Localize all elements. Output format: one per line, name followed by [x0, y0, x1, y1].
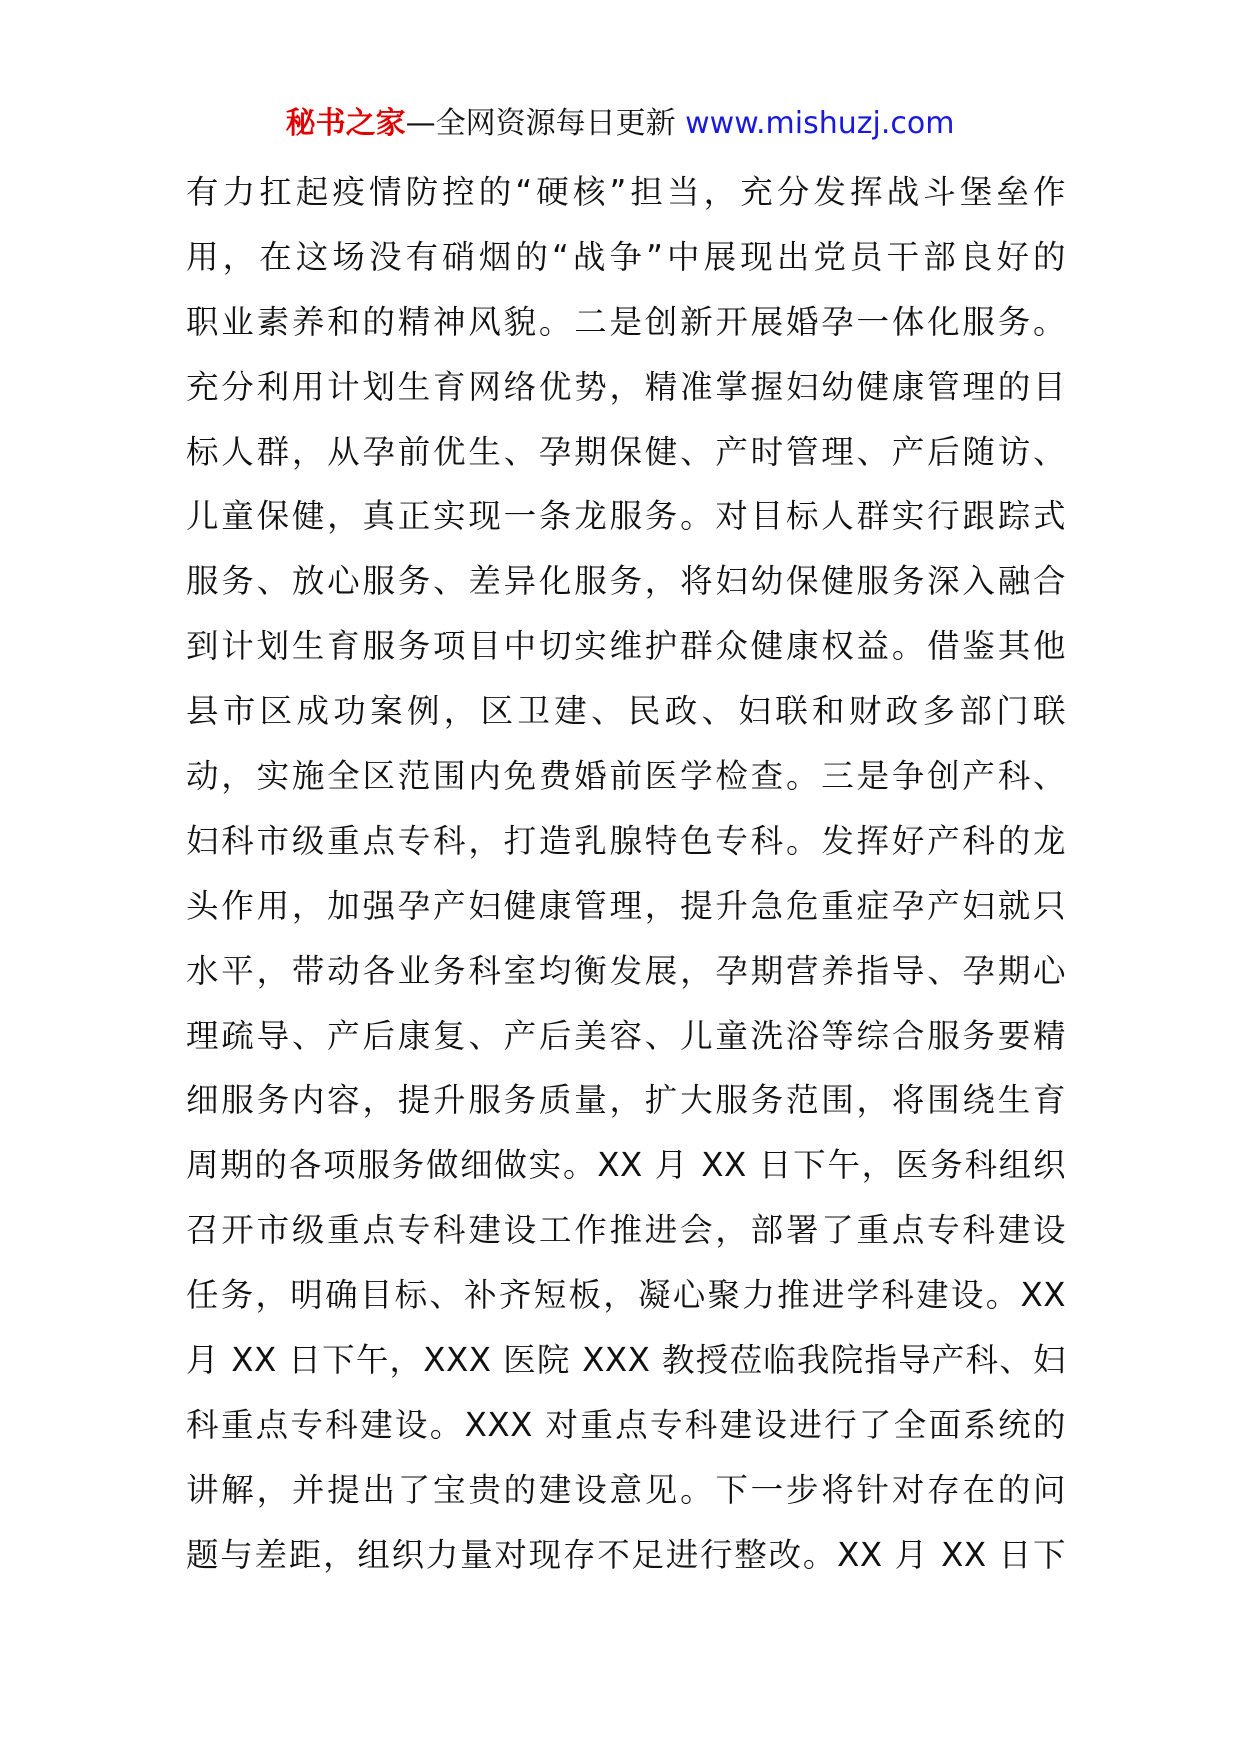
text-line: 理疏导、产后康复、产后美容、儿童洗浴等综合服务要精 [186, 1016, 1066, 1055]
text-line: 有力扛起疫情防控的“硬核”担当，充分发挥战斗堡垒作 [186, 173, 1066, 211]
text-line: 召开市级重点专科建设工作推进会，部署了重点专科建设 [186, 1211, 1066, 1250]
text-line: 月 XX 日下午，XXX 医院 XXX 教授莅临我院指导产科、妇 [186, 1341, 1066, 1380]
text-line: 任务，明确目标、补齐短板，凝心聚力推进学科建设。XX [186, 1276, 1066, 1315]
text-line: 头作用，加强孕产妇健康管理，提升急危重症孕产妇就只 [186, 886, 1066, 925]
text-line: 职业素养和的精神风貌。二是创新开展婚孕一体化服务。 [186, 302, 1066, 341]
text-line: 县市区成功案例，区卫建、民政、妇联和财政多部门联 [186, 692, 1066, 731]
text-line: 科重点专科建设。XXX 对重点专科建设进行了全面系统的 [186, 1405, 1066, 1444]
text-line: 妇科市级重点专科，打造乳腺特色专科。发挥好产科的龙 [186, 821, 1066, 860]
text-line: 周期的各项服务做细做实。XX 月 XX 日下午，医务科组织 [186, 1146, 1066, 1185]
text-line: 讲解，并提出了宝贵的建设意见。下一步将针对存在的问 [186, 1470, 1066, 1509]
text-line: 充分利用计划生育网络优势，精准掌握妇幼健康管理的目 [186, 367, 1066, 406]
body-text [186, 160, 1066, 1588]
header-tagline: —全网资源每日更新 [405, 106, 676, 141]
text-line: 标人群，从孕前优生、孕期保健、产时管理、产后随访、 [186, 432, 1066, 471]
text-line: 儿童保健，真正实现一条龙服务。对目标人群实行跟踪式 [186, 497, 1066, 536]
text-line: 动，实施全区范围内免费婚前医学检查。三是争创产科、 [186, 757, 1066, 796]
page-header [0, 104, 1240, 144]
header-url-link[interactable]: www.mishuzj.com [685, 106, 955, 141]
text-line: 用，在这场没有硝烟的“战争”中展现出党员干部良好的 [186, 237, 1066, 276]
text-line: 题与差距，组织力量对现存不足进行整改。XX 月 XX 日下 [186, 1535, 1066, 1574]
text-line: 服务、放心服务、差异化服务，将妇幼保健服务深入融合 [186, 562, 1066, 601]
header-brand: 秘书之家 [285, 106, 406, 141]
text-line: 水平，带动各业务科室均衡发展，孕期营养指导、孕期心 [186, 951, 1066, 990]
text-line: 到计划生育服务项目中切实维护群众健康权益。借鉴其他 [186, 627, 1066, 666]
text-line: 细服务内容，提升服务质量，扩大服务范围，将围绕生育 [186, 1081, 1066, 1120]
